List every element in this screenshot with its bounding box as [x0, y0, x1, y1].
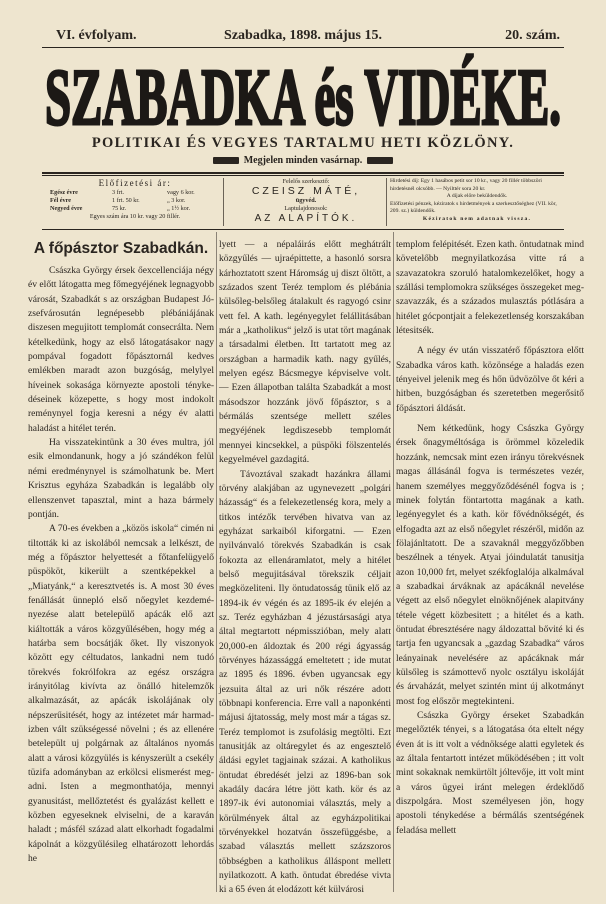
pointing-hand-icon: [213, 157, 239, 164]
price-row: Fél évre 1 frt. 50 kr. „ 3 kor.: [50, 197, 186, 204]
paragraph: Ha visszatekintünk a 30 éves multra, jól esik elmondanunk, hogy a jó szándékon felül némi eredménynyel is számolhatunk be. Mert Krisztus egyháza Szabadkán is legalább oly ellenszenvet tapasztal, mint a haza bármely pontján.: [28, 437, 214, 520]
editors-box: [226, 178, 386, 226]
newspaper-title: [40, 54, 566, 142]
subscription-box: [50, 178, 220, 226]
column-divider: [216, 232, 217, 892]
paragraph: lyett — a népaláirás előtt meghátrált közgyűlés — ujraépittette, a hasonló sorsra kárhoztatott szent Háromság uj diszt öltött, a százados szent Teréz templom és plébánia külsőleg-belsőleg átalakult és ragyogó csinr vett fel. A kath. legényegylet felállitásában már a „katholikus“ jelző is utat tört magának a társadalmi életben. Itt tartatott meg az országban a harmadik kath. nagy gyűlés, melyen egész Bácsmegye képviselve volt. — Ezen állapotban találta Szabadkát a most másodszor hozzánk jövő főpásztor, s a bérmálás szentsége mellett széles megyéjének legdiszesebb templomát mennyei kincsekkel, a püspöki fölszentelés kegyelmével gazdagitá.: [219, 239, 391, 466]
article-column-1: [28, 238, 214, 888]
single-issue-price: Egyes szám ára 10 kr. vagy 20 fillér.: [89, 213, 181, 220]
advertising-box: [390, 178, 564, 226]
box-divider: [386, 178, 387, 226]
subscription-heading: Előfizetési ár:: [98, 178, 172, 188]
box-divider: [223, 178, 224, 226]
article-column-3: [396, 238, 584, 888]
title-text: SZABADKA és VIDÉKE.: [45, 54, 561, 142]
article-column-2: [219, 238, 391, 896]
editor-name: CZEISZ MÁTÉ,: [251, 185, 361, 197]
paragraph: Nem kétkedünk, hogy Császka György érsek őnagyméltósága is örömmel közeledik hozzánk, nemcsak mint ezen irányu törekvésnek magas állásánál fogva is természetes vezér, hanem személyes meggyőződésénél fogva is ; minek folytán föntartotta magának a kath. legényegylet és a kath. kör fővédnökségét, és elfogadta azt az első nőegylet részéről, midőn az fölajánltatott. De a szavaknál meggyőzőbben beszélnek a tények. Atyai jóindulatát tanusitja azon 10,000 frt, melyet székfoglalója alkalmával a szabadkai árváknak az apácáknál nevelése végett az első nőegylet elnöknőjének alapitvány tétele végett közbesitett ; a hitélet és a kath. öntudat ébresztésére nagy áldozattal bővité ki és tartja fen ugyancsak a „gazdag Szabadka“ város leányainak nevelésére az apácáknak már külsőleg is számottevő nyolc osztályu iskoláját és árvaházát, melyet szintén mint új alkotmányt most fog először megtekinteni.: [396, 423, 584, 707]
box-bottom-rule: [42, 229, 564, 230]
editor-title: ügyvéd.: [295, 197, 317, 204]
ad-prepay: A díjak előre beküldendők.: [446, 193, 508, 200]
price-row: Negyed évre 75 kr. „ 1½ kor.: [50, 205, 191, 212]
issue-number: 20. szám.: [505, 28, 560, 43]
subtitle: POLITIKAI ÉS VEGYES TARTALMU HETI KÖZLÖNY.: [91, 135, 515, 151]
paragraph: templom felépitését. Ezen kath. öntudatnak mind követelőbb megnyilatkozása vitte rá a szavazatokra szoruló hatalomkezelőket, hogy a szállási templomokra szükséges összegeket megszavazzák, és a százados mulasztás pótlására a hitélet gócpontjait a felekezetlenség korszakában létesitsék.: [396, 239, 584, 337]
volume-number: VI. évfolyam.: [56, 28, 137, 43]
ad-address: Előfizetési pénzek, kéziratok s hirdetmények a szerkesztőséghez (VII. kör, 209. sz.) küldendők.: [390, 200, 557, 215]
paragraph: Távoztával szakadt hazánkra állami törvény alakjában az ugynevezett „polgári házasság“ és a felekezetlenség kora, mely a titkos intézők tervében hivatva van az egyházat sarkaiból kiforgatni. — Ezen nyilvánvaló törekvés Szabadkán is csak fokozta az ellenáramlatot, mely a hitélet belső megujitásával törekszik céljait megközeliteni. Ily öntudatosság tünik elő az 1894-ik év végén és az 1895-ik év elején a sz. Teréz egyházban 4 jézustársasági atya által megtartott népmisszióban, mely alatt 20,000-en áldoztak és 200 régi ágyasság törvényes házassággá emeltetett ; ide mutat az 1895 és 1896. évben ugyancsak egy jezsuita által az uri nők részére adott többnapi konferencia. Erre vall a naponkénti májusi ájtatosság, mely most már a tágas sz. Teréz templomot is zsufolásig megtölti. Ezt tanusitják az oltáregylet és az engesztelő áldási egylet tagjainak százai. A katholikus öntudat ébredését jelzi az 1896-ban sok akadály dacára létre jött kath. kör és az 1897-ik évi autonomiai választás, mely a körülmények által az egyházpolitikai törvényekkel hozatván összefüggésbe, a szabad választás mellett százszoros többségben a katholikus álláspont mellett nyilatkozott. A kath. öntudat ébredése vivta ki a 65 éven át elodázott két külvárosi: [219, 468, 391, 896]
editor-label: Felelős szerkesztő:: [282, 178, 330, 185]
paragraph: A 70-es években a „közös iskola“ cimén ni tiltották ki az iskolából nemcsak a lelkészt, de még a főpásztor helyettesét a főtanfelügyelő püspököt, kikerült a szentképekkel a „Miatyánk,“ a keresztvetés is. A most 30 éves fenállását ünnepló első nőegylet kezdeményezése alatt betelepülő apácák elő azt kiáltották a város közgyűlésében, hogy még a határba sem bocsátják őket. Ily viszonyok között egy céltudatos, lankadni nem tudó törekvés fokrólfokra az egész országra irányitólag kivívta az önálló hitelemzők alkalmazását, az apácák iskolájának oly népszerűsitését, hogy az intézetet már harmadizben vált szükségessé növelni ; és az ellenére betelepült uj polgárnak az általános nyomás alatt a városi közgyülés is kényszerült a csekély tüzifa adományban az erkölcsi elismerést megadni. Isten a megmonthatója, mennyi gyanusitást, mellőztetést és gyalázást kellett e közben egyeseknek elviselni, de a karaván haladt ; másfél század alatt elkorhadt fogadalmi kápolnát a közgyűlésileg elhatározott lehordás he: [28, 523, 214, 865]
top-rule: [42, 47, 564, 48]
owner-name: AZ ALAPÍTÓK.: [254, 213, 358, 224]
pointing-hand-icon: [367, 157, 393, 164]
publication-schedule: [0, 155, 606, 166]
paragraph: Császka György érsek őexcellenciája négy év előtt látogatta meg főmegyéjének legnagyobb városát, Szabadkát s az országban Budapest Józsefvárosután legnépesebb plébániájának diszesen megujitott templomát consecrálta. Nem kételkedünk, hogy az első látogatásakor nagy pompával fogadott főpásztornál kedves emlékben maradt azon buzgóság, melylyel híveinek sokasága környezte apostoli ténykedéseinek közepette, s hogy most indokolt reménynyel fogja keresni a négy év alatti haladást a hitélet terén.: [28, 265, 214, 434]
ad-manuscripts: Kéziratok nem adatnak vissza.: [422, 215, 532, 222]
article-title: A főpásztor Szabadkán.: [33, 240, 209, 257]
dateline: Szabadka, 1898. május 15.: [224, 28, 382, 43]
column-divider: [393, 232, 394, 892]
paragraph: Császka György érseket Szabadkán megelőzték tényei, s a látogatása óta eltelt négy éven át is itt volt a védnöksége alatti egyletek és az általa fentartott intézet működésében ; itt volt mint sokaknak nemkürtölt jóltevője, itt volt mint a város ügyei iránt melegen érdeklődő diszpolgára. Most személyesen jön, hogy apostoli ténykedése a bérmálás szentségének feladása mellett: [396, 710, 584, 836]
ad-rates: Hirdetési díj: Egy 1 hasábos petit sor 10 kr., vagy 20 fillér többszöri hirdetésnél olcsóbb. — Nyilttér sora 20 kr.: [390, 178, 542, 192]
paragraph: A négy év után visszatérő főpásztora előtt Szabadka város kath. közönsége a haladás ezen tényeivel jelenik meg és hőn üdvözölve őt kéri a hitben, buzgóságban és szeretetben megerősitő főpásztori áldását.: [396, 345, 584, 414]
header-rule-thin: [42, 175, 564, 176]
header-rule: [42, 172, 564, 174]
schedule-text: Megjelen minden vasárnap.: [243, 155, 363, 166]
price-row: Egész évre 3 frt. vagy 6 kor.: [50, 189, 195, 196]
owner-label: Laptulajdonosok:: [284, 205, 328, 212]
